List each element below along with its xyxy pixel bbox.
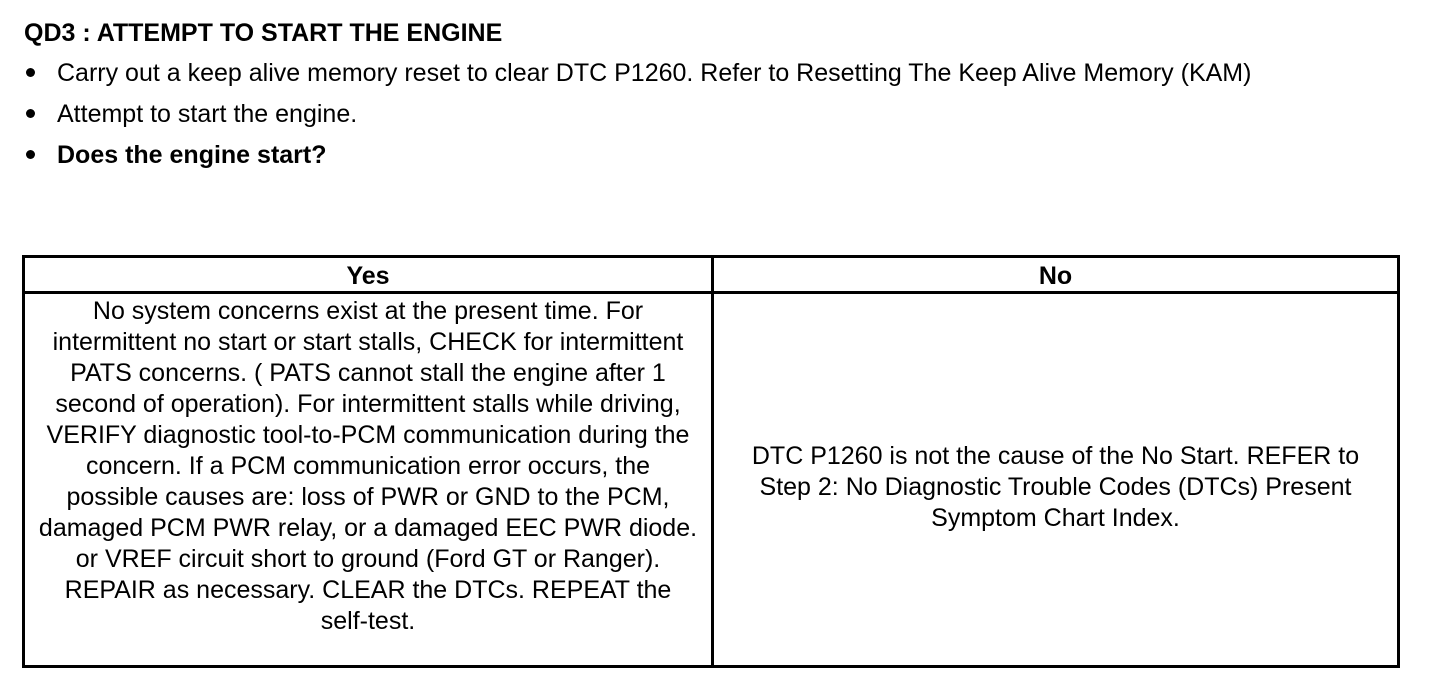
bullet-icon (26, 68, 35, 77)
bullet-text: Attempt to start the engine. (57, 100, 358, 128)
list-item (22, 140, 1282, 171)
bullet-question: Does the engine start? (57, 141, 327, 169)
bullet-text: Carry out a keep alive memory reset to clear DTC P1260. Refer to Resetting The Keep Alive Memory (KAM) (57, 59, 1252, 87)
yes-text: No system concerns exist at the present time. For intermittent no start or start stalls, CHECK for intermittent PATS concerns. ( PATS cannot stall the engine after 1 second of operation). For intermittent stalls while driving, VERIFY diagnostic tool-to-PCM communication during the concern. If a PCM communication error occurs, the possible causes are: loss of PWR or GND to the PCM, damaged PCM PWR relay, or a damaged EEC PWR diode. or VREF circuit short to ground (Ford GT or Ranger). REPAIR as necessary. CLEAR the DTCs. REPEAT the self-test. (38, 297, 698, 635)
cell-no (714, 294, 1397, 665)
result-table (22, 255, 1400, 668)
list-item (22, 99, 1282, 130)
header-yes: Yes (346, 262, 390, 290)
list-item (22, 58, 1282, 89)
bullet-icon (26, 150, 35, 159)
header-no: No (1038, 262, 1073, 290)
page-title: QD3 : ATTEMPT TO START THE ENGINE (24, 19, 503, 47)
cell-yes (25, 294, 711, 665)
bullet-icon (26, 109, 35, 118)
no-text: DTC P1260 is not the cause of the No Start. REFER to Step 2: No Diagnostic Trouble Codes (DTCs) Present Symptom Chart Index. (751, 442, 1360, 532)
instruction-list (22, 58, 1282, 181)
